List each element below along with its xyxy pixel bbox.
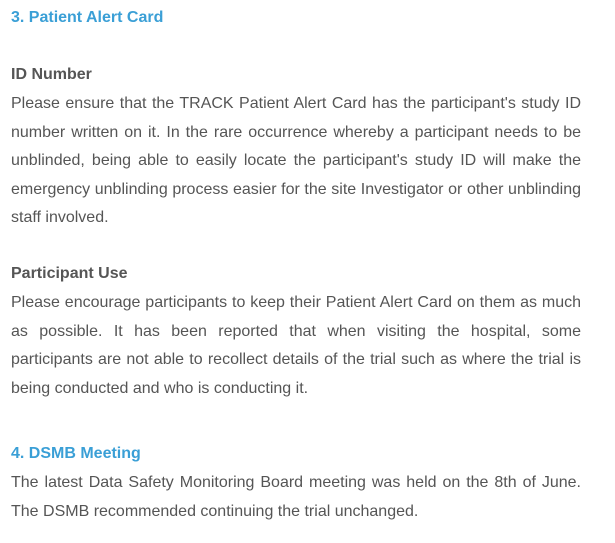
paragraph-dsmb-meeting: The latest Data Safety Monitoring Board meeting was held on the 8th of June. The DSMB recommended continuing the trial unchanged. [11, 474, 581, 520]
subheading-participant-use: Participant Use [11, 265, 128, 282]
paragraph-participant-use: Please encourage participants to keep their Patient Alert Card on them as much as possible. It has been reported that when visiting the hospital, some participants are not able to recollect details of the trial such as where the trial is being conducted and who is conducting it. [11, 294, 581, 397]
section-title-dsmb-meeting: 4. DSMB Meeting [11, 445, 141, 462]
subheading-id-number: ID Number [11, 66, 92, 83]
section-title-patient-alert-card: 3. Patient Alert Card [11, 9, 164, 26]
paragraph-id-number: Please ensure that the TRACK Patient Alert Card has the participant's study ID number written on it. In the rare occurrence whereby a participant needs to be unblinded, being able to easily locate the participant's study ID will make the emergency unblinding process easier for the site Investigator or other unblinding staff involved. [11, 95, 581, 226]
